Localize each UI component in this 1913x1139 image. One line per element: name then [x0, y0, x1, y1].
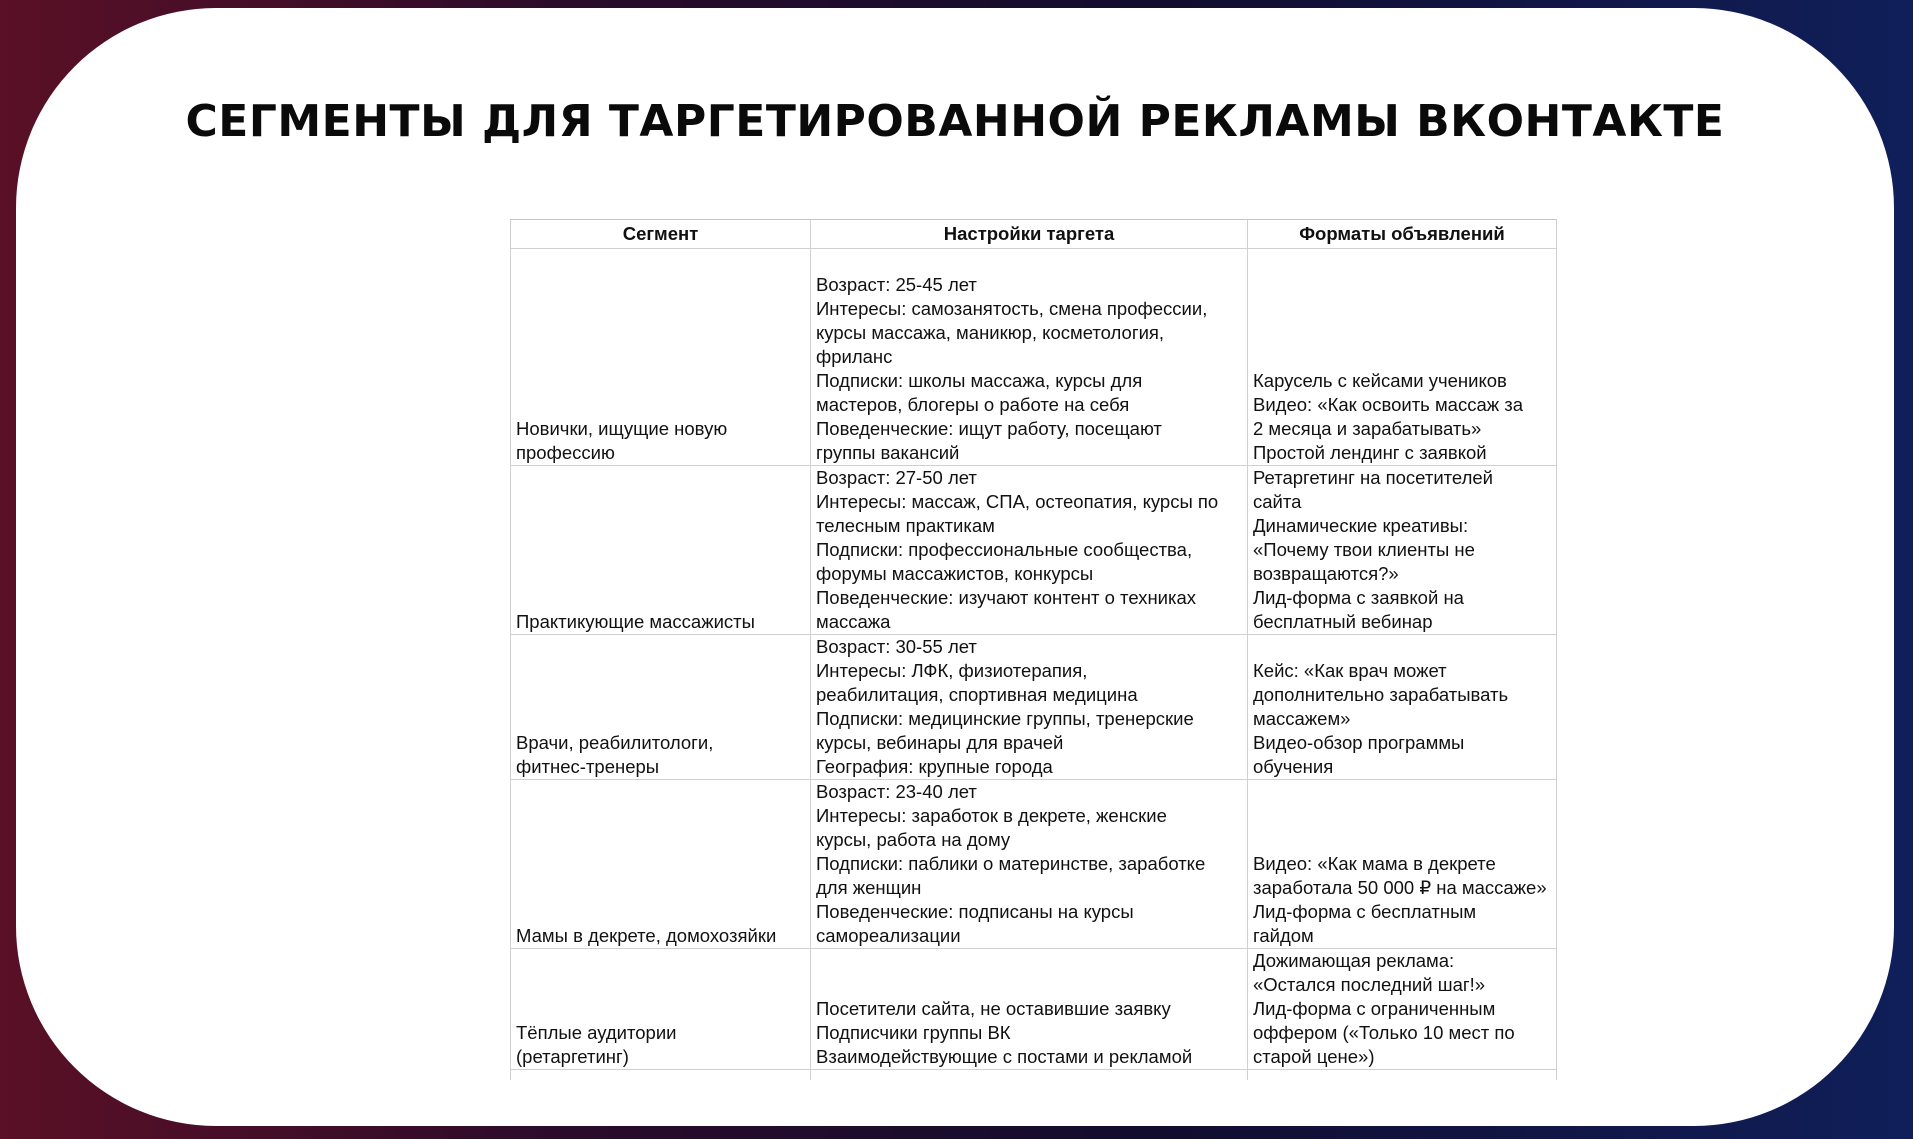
settings-line: Интересы: массаж, СПА, остеопатия, курсы по [816, 491, 1219, 512]
formats-cell [1248, 949, 1557, 1070]
settings-line: Подписки: паблики о материнстве, заработке [816, 853, 1206, 874]
segment-line: Мамы в декрете, домохозяйки [516, 925, 777, 946]
formats-line: «Остался последний шаг!» [1253, 974, 1486, 995]
spacer-cell [1248, 1070, 1557, 1081]
table-row [511, 635, 1557, 780]
formats-line: Дожимающая реклама: [1253, 950, 1455, 971]
settings-cell [811, 466, 1248, 635]
segment-line: фитнес-тренеры [516, 756, 660, 777]
segment-line: Тёплые аудитории [516, 1022, 677, 1043]
settings-cell [811, 635, 1248, 780]
settings-line: Подписки: школы массажа, курсы для [816, 370, 1143, 391]
header-settings: Настройки таргета [811, 220, 1248, 249]
settings-line: самореализации [816, 925, 961, 946]
settings-line: Возраст: 23-40 лет [816, 781, 977, 802]
settings-line: массажа [816, 611, 891, 632]
settings-cell [811, 780, 1248, 949]
header-segment: Сегмент [511, 220, 811, 249]
formats-line: заработала 50 000 ₽ на массаже» [1253, 877, 1547, 898]
settings-line: География: крупные города [816, 756, 1053, 777]
formats-line: Простой лендинг с заявкой [1253, 442, 1487, 463]
formats-line: дополнительно зарабатывать [1253, 684, 1509, 705]
formats-cell [1248, 635, 1557, 780]
settings-line: Интересы: заработок в декрете, женские [816, 805, 1167, 826]
formats-line: оффером («Только 10 мест по [1253, 1022, 1515, 1043]
table-bottom-spacer [511, 1070, 1557, 1081]
segment-cell [511, 949, 811, 1070]
settings-line: Посетители сайта, не оставившие заявку [816, 998, 1171, 1019]
page-title: СЕГМЕНТЫ ДЛЯ ТАРГЕТИРОВАННОЙ РЕКЛАМЫ ВКОНТАКТЕ [185, 96, 1725, 147]
segment-line: (ретаргетинг) [516, 1046, 629, 1067]
spacer-cell [511, 1070, 811, 1081]
formats-line: сайта [1253, 491, 1302, 512]
settings-line: группы вакансий [816, 442, 960, 463]
formats-cell [1248, 466, 1557, 635]
formats-line: 2 месяца и зарабатывать» [1253, 418, 1482, 439]
settings-line: Интересы: самозанятость, смена профессии, [816, 298, 1208, 319]
segment-line: Новички, ищущие новую [516, 418, 728, 439]
formats-line: старой цене») [1253, 1046, 1375, 1067]
settings-line: Подписки: медицинские группы, тренерские [816, 708, 1194, 729]
formats-line: гайдом [1253, 925, 1314, 946]
table-row [511, 949, 1557, 1070]
formats-line: Карусель с кейсами учеников [1253, 370, 1507, 391]
formats-line: массажем» [1253, 708, 1351, 729]
table-header [511, 220, 1557, 249]
settings-line: курсы, работа на дому [816, 829, 1011, 850]
settings-line: Возраст: 30-55 лет [816, 636, 977, 657]
settings-line: фриланс [816, 346, 893, 367]
table-row [511, 466, 1557, 635]
settings-line: Поведенческие: ищут работу, посещают [816, 418, 1162, 439]
table-body [511, 249, 1557, 1081]
settings-line: Возраст: 25-45 лет [816, 274, 977, 295]
table-row [511, 249, 1557, 466]
formats-line: Лид-форма с заявкой на [1253, 587, 1464, 608]
settings-line: мастеров, блогеры о работе на себя [816, 394, 1130, 415]
settings-line: форумы массажистов, конкурсы [816, 563, 1094, 584]
segment-line: Практикующие массажисты [516, 611, 755, 632]
settings-line: курсы, вебинары для врачей [816, 732, 1064, 753]
segment-cell [511, 635, 811, 780]
segment-cell [511, 466, 811, 635]
segment-line: профессию [516, 442, 615, 463]
segment-cell [511, 249, 811, 466]
segment-cell [511, 780, 811, 949]
formats-line: Лид-форма с бесплатным [1253, 901, 1477, 922]
settings-line: Подписки: профессиональные сообщества, [816, 539, 1193, 560]
slide-card [16, 8, 1894, 1126]
settings-line: для женщин [816, 877, 922, 898]
segments-table [510, 219, 1557, 1080]
formats-line: «Почему твои клиенты не [1253, 539, 1475, 560]
formats-line: Лид-форма с ограниченным [1253, 998, 1496, 1019]
formats-line: Динамические креативы: [1253, 515, 1469, 536]
settings-line: Поведенческие: подписаны на курсы [816, 901, 1134, 922]
formats-cell [1248, 249, 1557, 466]
settings-line: Возраст: 27-50 лет [816, 467, 977, 488]
formats-line: обучения [1253, 756, 1334, 777]
settings-cell [811, 249, 1248, 466]
formats-line: Кейс: «Как врач может [1253, 660, 1447, 681]
formats-line: возвращаются?» [1253, 563, 1399, 584]
settings-line: Подписчики группы ВК [816, 1022, 1011, 1043]
header-formats: Форматы объявлений [1248, 220, 1557, 249]
table-row [511, 780, 1557, 949]
formats-line: Видео: «Как мама в декрете [1253, 853, 1496, 874]
formats-line: Ретаргетинг на посетителей [1253, 467, 1494, 488]
segment-line: Врачи, реабилитологи, [516, 732, 714, 753]
formats-line: Видео-обзор программы [1253, 732, 1465, 753]
settings-line: реабилитация, спортивная медицина [816, 684, 1138, 705]
formats-line: Видео: «Как освоить массаж за [1253, 394, 1524, 415]
settings-line: Взаимодействующие с постами и рекламой [816, 1046, 1193, 1067]
settings-line: Интересы: ЛФК, физиотерапия, [816, 660, 1088, 681]
segments-table-container [510, 219, 1556, 1079]
settings-line: телесным практикам [816, 515, 995, 536]
header-row [511, 220, 1557, 249]
settings-line: Поведенческие: изучают контент о техниках [816, 587, 1197, 608]
formats-cell [1248, 780, 1557, 949]
spacer-cell [811, 1070, 1248, 1081]
formats-line: бесплатный вебинар [1253, 611, 1433, 632]
settings-line: курсы массажа, маникюр, косметология, [816, 322, 1165, 343]
settings-cell [811, 949, 1248, 1070]
